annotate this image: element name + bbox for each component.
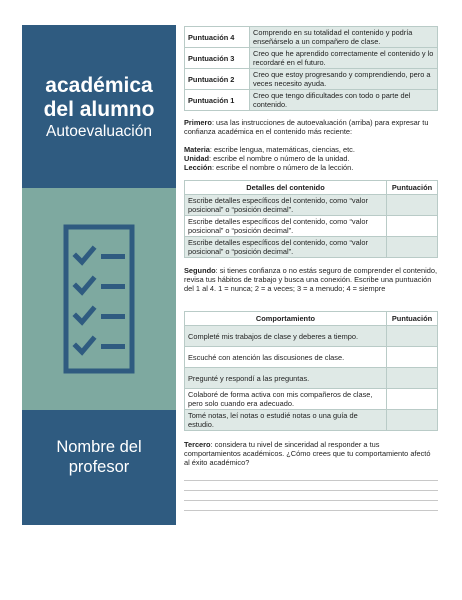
scale-description: Creo que tengo dificultades con todo o parte del contenido. [250,90,438,111]
unidad-label: Unidad [184,154,210,164]
scale-description: Comprendo en su totalidad el contenido y podría enseñárselo a un compañero de clase. [250,27,438,48]
materia-instruction [184,145,438,154]
score-cell[interactable] [387,195,438,216]
materia-label: Materia [184,145,210,154]
scale-description: Creo que he aprendido correctamente el contenido y lo recordaré en el futuro. [250,48,438,69]
leccion-instruction [184,163,438,172]
scale-description: Creo que estoy progresando y comprendiendo, pero a veces necesito ayuda. [250,69,438,90]
answer-line[interactable] [184,500,438,501]
scale-row [185,48,438,69]
content-table [184,180,438,258]
table-row [185,347,438,368]
behavior-cell[interactable]: Colaboré de forma activa con mis compañeros de clase, pero solo cuando era adecuado. [185,389,387,410]
answer-line[interactable] [184,480,438,481]
score-cell[interactable] [387,237,438,258]
title-line-1: académica [45,74,153,97]
checklist-icon [63,224,135,374]
title-line-2: del alumno [43,98,155,121]
table-row [185,368,438,389]
third-instructions [184,440,438,468]
table-row [185,216,438,237]
second-text: : si tienes confianza o no estás seguro de comprender el contenido, revisa tus hábitos de trabajo y busca una conexión. Escribe una puntuación del 1 al 4. 1 = nunca; 2 = a veces; 3 = a menudo; 4 = siempre [184,266,438,294]
header-score: Puntuación [387,181,438,195]
scale-label: Puntuación 1 [185,90,250,111]
behavior-cell[interactable]: Escuché con atención las discusiones de clase. [185,347,387,368]
score-cell[interactable] [387,347,438,368]
header-score: Puntuación [387,312,438,326]
score-cell[interactable] [387,410,438,431]
sidebar-panel [22,25,176,525]
teacher-name-line-1: Nombre del [56,438,142,456]
first-text: : usa las instrucciones de autoevaluación (arriba) para expresar tu confianza académica en el contenido más reciente: [184,118,429,137]
score-cell[interactable] [387,216,438,237]
scale-row [185,90,438,111]
scale-label: Puntuación 4 [185,27,250,48]
second-lead: Segundo [184,266,216,275]
second-instructions [184,266,438,294]
scale-row [185,27,438,48]
third-text: : considera tu nivel de sinceridad al responder a tus comportamientos académicos. ¿Cómo crees que tu comportamiento afectó al éxito académico? [184,440,431,468]
score-scale-table [184,26,438,111]
field-instructions [184,145,438,173]
score-cell[interactable] [387,368,438,389]
behavior-cell[interactable]: Pregunté y respondí a las preguntas. [185,368,387,389]
content-detail-cell[interactable]: Escribe detalles específicos del contenido, como “valor posicional” o “posición decimal”. [185,195,387,216]
table-row [185,237,438,258]
table-header-row [185,312,438,326]
unidad-text: : escribe el nombre o número de la unidad. [209,154,350,164]
score-cell[interactable] [387,389,438,410]
scale-label: Puntuación 3 [185,48,250,69]
score-cell[interactable] [387,326,438,347]
content-detail-cell[interactable]: Escribe detalles específicos del contenido, como “valor posicional” o “posición decimal”. [185,216,387,237]
table-row [185,326,438,347]
sidebar-icon-band [22,188,176,410]
subtitle: Autoevaluación [46,123,152,140]
leccion-text: : escribe el nombre o número de la lección. [211,163,354,173]
answer-line[interactable] [184,490,438,491]
leccion-label: Lección [184,163,212,173]
behavior-cell[interactable]: Completé mis trabajos de clase y deberes a tiempo. [185,326,387,347]
first-lead: Primero [184,118,212,127]
first-instructions [184,118,438,136]
behavior-cell[interactable]: Tomé notas, leí notas o estudié notas o una guía de estudio. [185,410,387,431]
table-row [185,410,438,431]
content-detail-cell[interactable]: Escribe detalles específicos del contenido, como “valor posicional” o “posición decimal”. [185,237,387,258]
table-header-row [185,181,438,195]
answer-lines[interactable] [184,480,438,520]
table-row [185,195,438,216]
behavior-table [184,311,438,431]
third-lead: Tercero [184,440,211,449]
header-behavior: Comportamiento [185,312,387,326]
header-details: Detalles del contenido [185,181,387,195]
unidad-instruction [184,154,438,163]
scale-row [185,69,438,90]
answer-line[interactable] [184,510,438,511]
table-row [185,389,438,410]
teacher-name-line-2: profesor [68,458,130,476]
scale-label: Puntuación 2 [185,69,250,90]
materia-text: : escribe lengua, matemáticas, ciencias, etc. [209,145,355,154]
